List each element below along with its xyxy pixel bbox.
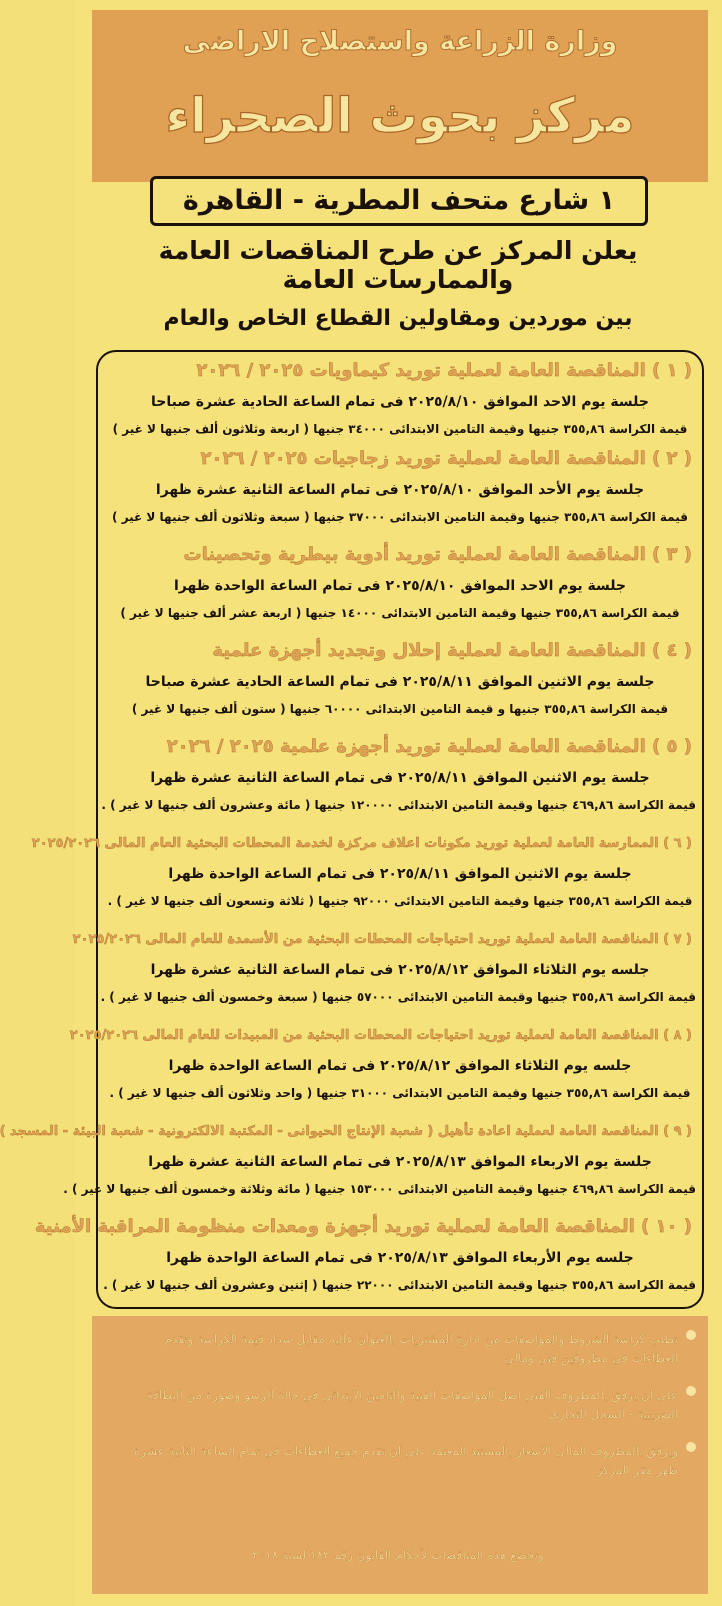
note-text: تطلب كراسة الشروط والمواصفات من ادارة المشتريات بالعنوان عاليه مقابل سداد قيمة الكراسة وتقدم العطاءات في مظروفين فني ومالي (164, 1332, 678, 1365)
tenders-list (0, 350, 704, 1309)
tender-session: جلسة يوم الاثنين الموافق ٢٠٢٥/٨/١١ فى تمام الساعة الثانية عشرة ظهرا (150, 770, 650, 786)
tender-title: ( ٢ ) المناقصة العامة لعملية توريد زجاجيات ٢٠٢٥ / ٢٠٢٦ (200, 448, 692, 469)
address-box: ١ شارع متحف المطرية - القاهرة (150, 176, 648, 226)
note-item (118, 1330, 678, 1368)
tender-cost: قيمة الكراسة ٣٥٥,٨٦ جنيها وقيمة التامين الابتدائى ٣٤٠٠٠ جنيها ( اربعة وثلاثون ألف جنيها لا غير ) (112, 422, 688, 436)
tender-session: جلسة يوم الاثنين الموافق ٢٠٢٥/٨/١١ فى تمام الساعة الحادية عشرة صباحا (145, 674, 655, 690)
tender-title: ( ٩ ) المناقصة العامة لعملية اعادة تأهيل ( شعبة الإنتاج الحيوانى - المكتبة الالكترونية - شعبة البيئة - المسجد ) (0, 1124, 692, 1139)
tender-cost: قيمة الكراسة ٣٥٥,٨٦ جنيها و قيمة التامين الابتدائى ٦٠٠٠٠ جنيها ( ستون ألف جنيها لا غير ) (131, 702, 669, 716)
announcement-subtitle: بين موردين ومقاولين القطاع الخاص والعام (163, 306, 633, 331)
bullet-icon (686, 1442, 696, 1452)
tender-session: جلسة يوم الاحد الموافق ٢٠٢٥/٨/١٠ فى تمام الساعة الواحدة ظهرا (173, 578, 627, 594)
announcement-title: يعلن المركز عن طرح المناقصات العامة والممارسات العامة (158, 236, 638, 294)
note-item (118, 1442, 678, 1480)
tender-cost: قيمة الكراسة ٣٥٥,٨٦ جنيها وقيمة التامين الابتدائى ٩٢٠٠٠ جنيها ( ثلاثة وتسعون ألف جنيها لا غير ) . (107, 894, 693, 908)
tender-title: ( ٦ ) الممارسة العامة لعملية توريد مكونات اعلاف مركزة لخدمة المحطات البحثية العام المالى ٢٠٢٥/٢٠٢٦ (31, 836, 692, 851)
note-text: وتخضع هذه المناقصات لأحكام القانون رقم ١٨٢ لسنة ٢٠١٨ (252, 1548, 544, 1562)
tender-cost: قيمة الكراسة ٣٥٥,٨٦ جنيها وقيمة التامين الابتدائى ٣١٠٠٠ جنيها ( واحد وثلاثون ألف جنيها لا غير ) . (109, 1086, 691, 1100)
header-band (92, 10, 708, 182)
bullet-icon (686, 1386, 696, 1396)
tender-session: جلسه يوم الأربعاء الموافق ٢٠٢٥/٨/١٣ فى تمام الساعة الواحدة ظهرا (166, 1250, 634, 1266)
note-text: على ان يرفق بالمظروف الفنى اصل المواصفات الفنية والتامين الابتدائى في حالة الرسو وصورة من البطاقة الضريبية - السجل التجارى (146, 1388, 678, 1421)
tender-title: ( ٤ ) المناقصة العامة لعملية إحلال وتجديد أجهزة علمية (212, 640, 692, 661)
note-item (118, 1386, 678, 1424)
tender-session: جلسة يوم الاربعاء الموافق ٢٠٢٥/٨/١٣ فى تمام الساعة الثانية عشرة ظهرا (148, 1154, 652, 1170)
tender-cost: قيمة الكراسة ٤٦٩,٨٦ جنيها وقيمة التامين الابتدائى ١٥٣٠٠٠ جنيها ( مائة وثلاثة وخمسون ألف جنيها لا غير ) . (63, 1182, 696, 1196)
note-text: ويرفق بالمظروف المالى الاسعار بالمستند المعتمد على ان تقدم جميع العطاءات في تمام الساعة الثانية عشرة ظهر مقر المركز (134, 1444, 678, 1477)
tender-session: جلسة يوم الأحد الموافق ٢٠٢٥/٨/١٠ فى تمام الساعة الثانية عشرة ظهرا (155, 482, 645, 498)
tender-session: جلسه يوم الثلاثاء الموافق ٢٠٢٥/٨/١٢ فى تمام الساعة الواحدة ظهرا (168, 1058, 632, 1074)
tender-title: ( ١٠ ) المناقصة العامة لعملية توريد أجهزة ومعدات منظومة المراقبة الأمنية (34, 1216, 692, 1237)
tender-title: ( ٣ ) المناقصة العامة لعملية توريد أدوية بيطرية وتحصينات (183, 544, 692, 565)
notes-band (92, 1316, 708, 1594)
tender-cost: قيمة الكراسة ٣٥٥,٨٦ جنيها وقيمة التامين الابتدائى ٢٢٠٠٠ جنيها ( إثنين وعشرون ألف جنيها لا غير ) . (103, 1278, 696, 1292)
tender-title: ( ٨ ) المناقصة العامة لعملية توريد احتياجات المحطات البحثية من المبيدات للعام المالى ٢٠٢٥/٢٠٢٦ (69, 1028, 692, 1043)
ministry-name: وزارة الزراعة واستصلاح الاراضى (182, 26, 618, 57)
tender-title: ( ١ ) المناقصة العامة لعملية توريد كيماويات ٢٠٢٥ / ٢٠٢٦ (196, 360, 692, 381)
tender-session: جلسة يوم الاحد الموافق ٢٠٢٥/٨/١٠ فى تمام الساعة الحادية عشرة صباحا (151, 394, 649, 410)
center-name: مركز بحوث الصحراء (165, 88, 635, 144)
tender-title: ( ٥ ) المناقصة العامة لعملية توريد أجهزة علمية ٢٠٢٥ / ٢٠٢٦ (166, 736, 692, 757)
tender-cost: قيمة الكراسة ٣٥٥,٨٦ جنيها وقيمة التامين الابتدائى ١٤٠٠٠ جنيها ( اربعة عشر ألف جنيها لا غير ) (120, 606, 680, 620)
tender-title: ( ٧ ) المناقصة العامة لعملية توريد احتياجات المحطات البحثية من الأسمدة للعام المالى ٢٠٢٥/٢٠٢٦ (72, 932, 692, 947)
legal-footer (118, 1546, 678, 1565)
tender-cost: قيمة الكراسة ٣٥٥,٨٦ جنيها وقيمة التامين الابتدائى ٥٧٠٠٠ جنيها ( سبعة وخمسون ألف جنيها لا غير ) . (100, 990, 696, 1004)
tender-session: جلسه يوم الثلاثاء الموافق ٢٠٢٥/٨/١٢ فى تمام الساعة الثانية عشرة ظهرا (150, 962, 650, 978)
tender-cost: قيمة الكراسة ٤٦٩,٨٦ جنيها وقيمة التامين الابتدائى ١٢٠٠٠٠ جنيها ( مائة وعشرون ألف جنيها لا غير ) . (101, 798, 696, 812)
tender-cost: قيمة الكراسة ٣٥٥,٨٦ جنيها وقيمة التامين الابتدائى ٣٧٠٠٠ جنيها ( سبعة وثلاثون ألف جنيها لا غير ) (112, 510, 688, 524)
tender-session: جلسة يوم الاثنين الموافق ٢٠٢٥/٨/١١ فى تمام الساعة الواحدة ظهرا (168, 866, 632, 882)
bullet-icon (686, 1330, 696, 1340)
